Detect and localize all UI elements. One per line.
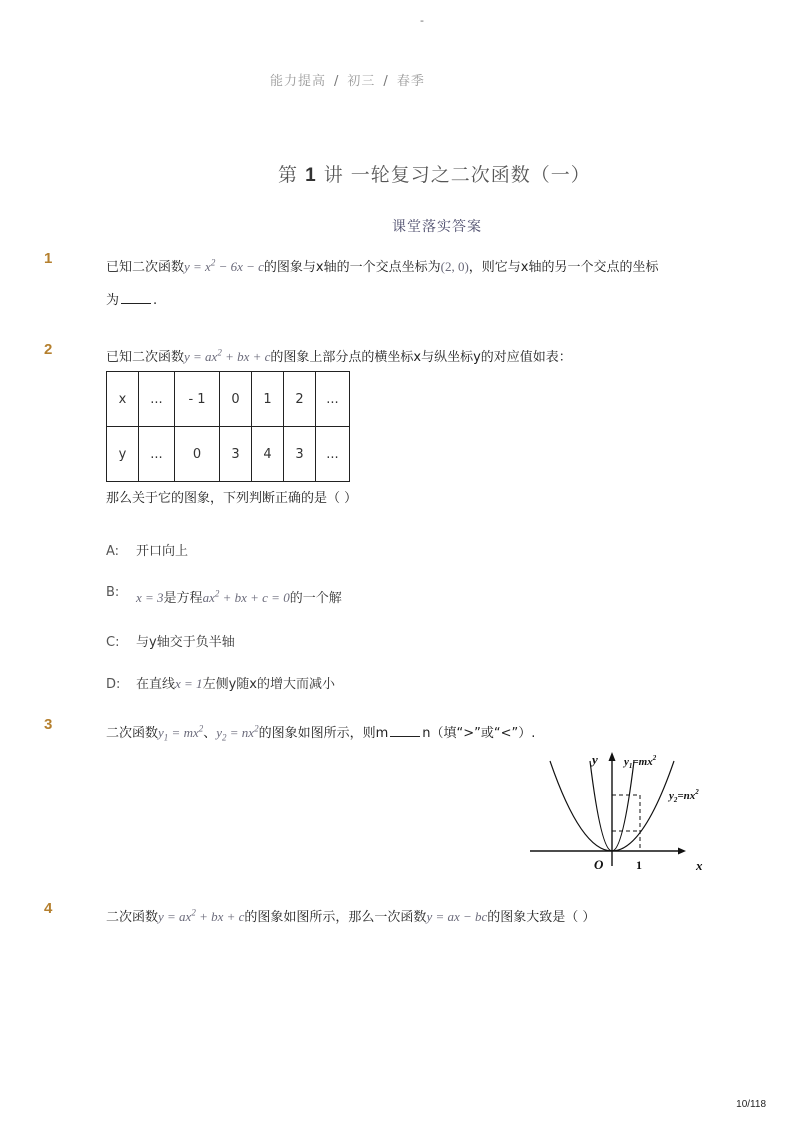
q3-text: n（填“>”或“<”）. — [422, 726, 536, 741]
option-label: D: — [106, 677, 121, 692]
q4-text: 的图象大致是（ ） — [487, 910, 596, 925]
question-1-line-2 — [106, 289, 157, 308]
tick-label: 1 — [636, 858, 642, 872]
q4-text: 二次函数 — [106, 910, 159, 925]
q4-text: 的图象如图所示，那么一次函数 — [244, 910, 427, 925]
table-cell: 3 — [284, 427, 316, 482]
option-formula: x = 1 — [175, 676, 203, 691]
question-2-prompt: 那么关于它的图象，下列判断正确的是（ ） — [106, 491, 358, 506]
lesson-number: 1 — [305, 165, 317, 186]
breadcrumb-season: 春季 — [396, 74, 425, 89]
breadcrumb — [270, 70, 425, 89]
table-cell: ... — [139, 427, 175, 482]
question-number-4: 4 — [44, 900, 53, 917]
option-formula: x = 3 — [136, 590, 164, 605]
answer-blank[interactable] — [121, 291, 151, 304]
option-text: 左侧y随x的增大而减小 — [202, 677, 335, 692]
question-2-line-1 — [106, 346, 572, 365]
y-axis-label: y — [592, 752, 598, 767]
question-number-3: 3 — [44, 716, 53, 733]
option-text: 与y轴交于负半轴 — [136, 635, 235, 650]
q1-text: 已知二次函数 — [106, 260, 185, 275]
question-number-2: 2 — [44, 341, 53, 358]
table-cell: 0 — [220, 372, 252, 427]
q1-text: . — [153, 293, 158, 308]
option-label: C: — [106, 635, 120, 650]
q2-text: 已知二次函数 — [106, 350, 185, 365]
option-c[interactable] — [106, 631, 235, 650]
option-formula: $ax^2$ + bx + c = 0 — [202, 588, 290, 605]
question-4-line-1 — [106, 906, 595, 925]
q3-text: 二次函数 — [106, 726, 159, 741]
curve-y1-label: $y_1=mx^2$ — [624, 754, 657, 770]
option-text: 在直线 — [136, 677, 176, 692]
option-b[interactable] — [106, 584, 342, 606]
x-axis-label: x — [696, 858, 703, 873]
q4-formula-2: y = ax − bc — [426, 909, 488, 924]
table-cell: ... — [316, 372, 350, 427]
option-label: A: — [106, 544, 120, 559]
table-row — [107, 372, 350, 427]
x-axis-arrow — [678, 848, 686, 855]
option-text: 的一个解 — [289, 591, 342, 606]
y-axis-arrow — [609, 752, 616, 761]
table-cell: - 1 — [175, 372, 220, 427]
table-cell: 0 — [175, 427, 220, 482]
table-cell: 2 — [284, 372, 316, 427]
table-cell: y — [107, 427, 139, 482]
lesson-title-prefix: 第 — [278, 164, 299, 186]
table-cell: 3 — [220, 427, 252, 482]
q3-text: 的图象如图所示，则m — [258, 726, 389, 741]
option-label: B: — [106, 585, 120, 600]
q1-formula: $y = x^2 - 6x - c$ — [184, 257, 264, 274]
answer-blank[interactable] — [390, 724, 420, 737]
breadcrumb-separator: / — [383, 74, 389, 89]
q1-text: 的图象与x轴的一个交点坐标为 — [263, 260, 441, 275]
q1-text: 为 — [106, 293, 120, 308]
option-d[interactable] — [106, 673, 335, 692]
q3-formula-2: $y_2 = nx^2$ — [216, 723, 259, 743]
table-cell: ... — [139, 372, 175, 427]
q4-formula-1: $y = ax^2$ + bx + c — [158, 907, 245, 924]
table-cell: 1 — [252, 372, 284, 427]
breadcrumb-grade: 初三 — [347, 74, 376, 89]
section-subtitle: 课堂落实答案 — [392, 219, 482, 235]
option-text: 是方程 — [163, 591, 203, 606]
q2-formula: $y = ax^2$ + bx + c — [184, 347, 271, 364]
q2-text: 的图象上部分点的横坐标x与纵坐标y的对应值如表： — [270, 350, 572, 365]
option-a[interactable] — [106, 540, 188, 559]
curve-y2-label: $y_2=nx^2$ — [669, 788, 699, 804]
lesson-title — [278, 160, 591, 187]
table-row — [107, 427, 350, 482]
question-1-line-1 — [106, 256, 659, 275]
breadcrumb-level: 能力提高 — [270, 74, 327, 89]
question-number-1: 1 — [44, 250, 53, 267]
question-3-line-1 — [106, 722, 535, 741]
q3-formula-1: $y_1 = mx^2$ — [158, 723, 204, 743]
q3-text: 、 — [203, 726, 217, 741]
header-dash: - — [420, 14, 424, 27]
origin-label: O — [594, 857, 604, 872]
lesson-title-text: 讲 一轮复习之二次函数（一） — [323, 164, 591, 186]
table-cell: x — [107, 372, 139, 427]
page-number: 10/118 — [736, 1099, 766, 1110]
table-cell: ... — [316, 427, 350, 482]
parabola-graph — [528, 748, 718, 876]
values-table — [106, 371, 350, 482]
q1-text: ，则它与x轴的另一个交点的坐标 — [468, 260, 659, 275]
option-text: 开口向上 — [136, 544, 189, 559]
breadcrumb-separator: / — [334, 74, 340, 89]
table-cell: 4 — [252, 427, 284, 482]
q1-point: (2, 0) — [440, 259, 469, 274]
